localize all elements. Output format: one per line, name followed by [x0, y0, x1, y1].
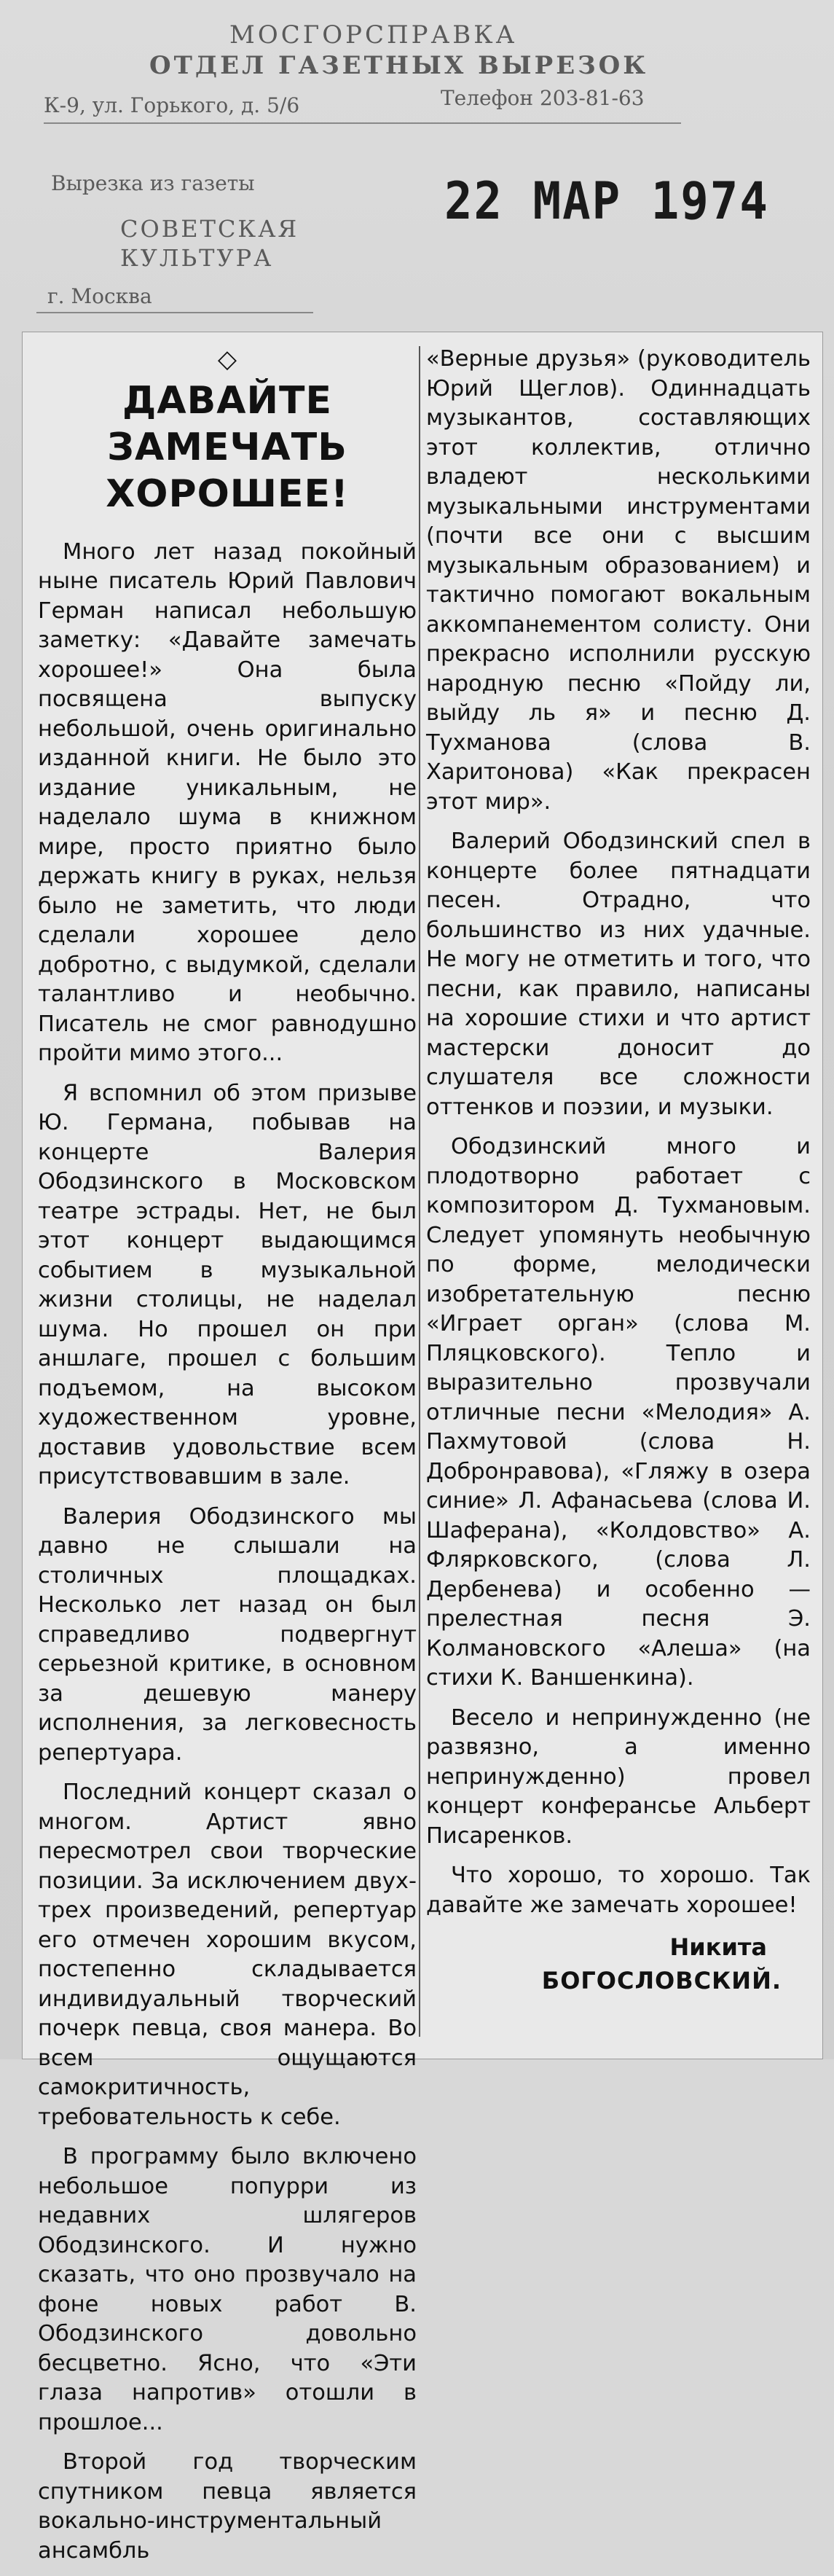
headline-line: ХОРОШЕЕ!	[106, 471, 349, 516]
headline-line: ДАВАЙТЕ	[122, 378, 332, 423]
stamp-department: ОТДЕЛ ГАЗЕТНЫХ ВЫРЕЗОК	[149, 51, 649, 80]
author-first-name: Никита	[669, 1933, 767, 1961]
article-paragraph: «Верные друзья» (руководитель Юрий Щеглов). Одиннадцать музыкантов, составляющих этот коллектив, отлично владеют несколькими музыкальными инструментами (почти все они с высшим музыкальным образованием) и тактично помогают вокальным аккомпанементом солисту. Они прекрасно исполнили русскую народную песню «Пойду ли, выйду ль я» и песню Д. Тухманова (слова В. Харитонова) «Как прекрасен этот мир».	[426, 346, 811, 815]
article-paragraph: В программу было включено небольшое попурри из недавних шлягеров Ободзинского. И нужно сказать, что оно прозвучало на фоне новых работ В. Ободзинского довольно бесцветно. Ясно, что «Эти глаза напротив» отошли в прошлое...	[38, 2144, 417, 2435]
article-paragraph: Последний концерт сказал о многом. Артист явно пересмотрел свои творческие позиции. За исключением двух-трех произведений, репертуар его отмечен хорошим вкусом, постепенно складывается индивидуальный творческий почерк певца, своя манера. Во всем ощущаются самокритичность, требовательность к себе.	[38, 1780, 417, 2130]
article-paragraph: Много лет назад покойный ныне писатель Юрий Павлович Герман написал небольшую заметку: «Давайте замечать хорошее!» Она была посвящена выпуску небольшой, очень оригинально изданной книги. Не было это издание уникальным, не наделало шума в книжном мире, просто приятно было держать книгу в руках, нельзя было не заметить, что люди сделали хорошее дело добротно, с выдумкой, сделали талантливо и необычно. Писатель не смог равнодушно пройти мимо этого...	[38, 539, 417, 1066]
date-stamp: 22 МАР 1974	[444, 172, 769, 232]
newspaper-name-line2: КУЛЬТУРА	[120, 244, 274, 272]
newspaper-clipping	[22, 332, 823, 2564]
article-headline	[38, 377, 417, 517]
article-paragraph: Валерий Ободзинский спел в концерте более пятнадцати песен. Отрадно, что большинство из них удачные. Не могу не отметить и того, что песни, как правило, написаны на хорошие стихи и что артист мастерски доносит до слушателя все сложности оттенков и поэзии, и музыки.	[426, 829, 811, 1120]
stamp-organization: МОСГОРСПРАВКА	[229, 20, 518, 50]
article-paragraph: Ободзинский много и плодотворно работает с композитором Д. Тухмановым. Следует упомянуть необычную по форме, мелодически изобретательную песню «Играет орган» (слова М. Пляцковского). Тепло и выразительно прозвучали отличные песни «Мелодия» А. Пахмутовой (слова Н. Добронравова), «Гляжу в озера синие» Л. Афанасьева (слова И. Шаферана), «Колдовство» А. Флярковского, (слова Л. Дербенева) и особенно — прелестная песня Э. Колмановского «Алеша» (на стихи К. Ваншенкина).	[426, 1134, 811, 1691]
stamp-address: К-9, ул. Горького, д. 5/6	[44, 93, 300, 117]
stamp-phone: Телефон 203-81-63	[441, 86, 645, 110]
author-signature	[426, 1930, 811, 1997]
article-left-column	[38, 332, 417, 2576]
article-paragraph: Второй год творческим спутником певца является вокально-инструментальный ансамбль	[38, 2449, 417, 2564]
article-paragraph: Весело и непринужденно (не развязно, а именно непринужденно) провел концерт конферансье Альберт Писаренков.	[426, 1704, 811, 1849]
article-paragraph: Я вспомнил об этом призыве Ю. Германа, побывав на концерте Валерия Ободзинского в Московском театре эстрады. Нет, не был этот концерт выдающимся событием в музыкальной жизни столицы, не наделал шума. Но прошел он при аншлаге, прошел с большим подъемом, на высоком художественном уровне, доставив удовольствие всем присутствовавшим в зале.	[38, 1080, 417, 1489]
newspaper-name-line1: СОВЕТСКАЯ	[120, 215, 299, 243]
article-paragraph: Что хорошо, то хорошо. Так давайте же замечать хорошее!	[426, 1863, 811, 1918]
article-paragraph: Валерия Ободзинского мы давно не слышали на столичных площадках. Несколько лет назад он был справедливо подвергнут серьезной критике, в основном за дешевую манеру исполнения, за легковесность репертуара.	[38, 1503, 417, 1766]
stamp-city: г. Москва	[47, 284, 152, 308]
article-right-column	[426, 345, 811, 1997]
author-last-name: БОГОСЛОВСКИЙ.	[541, 1967, 782, 1994]
archive-stamp	[15, 0, 801, 335]
headline-line: ЗАМЕЧАТЬ	[107, 425, 347, 469]
diamond-ornament-icon: ◇	[217, 345, 237, 374]
stamp-cutting-label: Вырезка из газеты	[51, 171, 255, 195]
stamp-divider	[44, 122, 681, 124]
column-rule	[419, 346, 420, 2037]
stamp-underline	[36, 312, 313, 313]
